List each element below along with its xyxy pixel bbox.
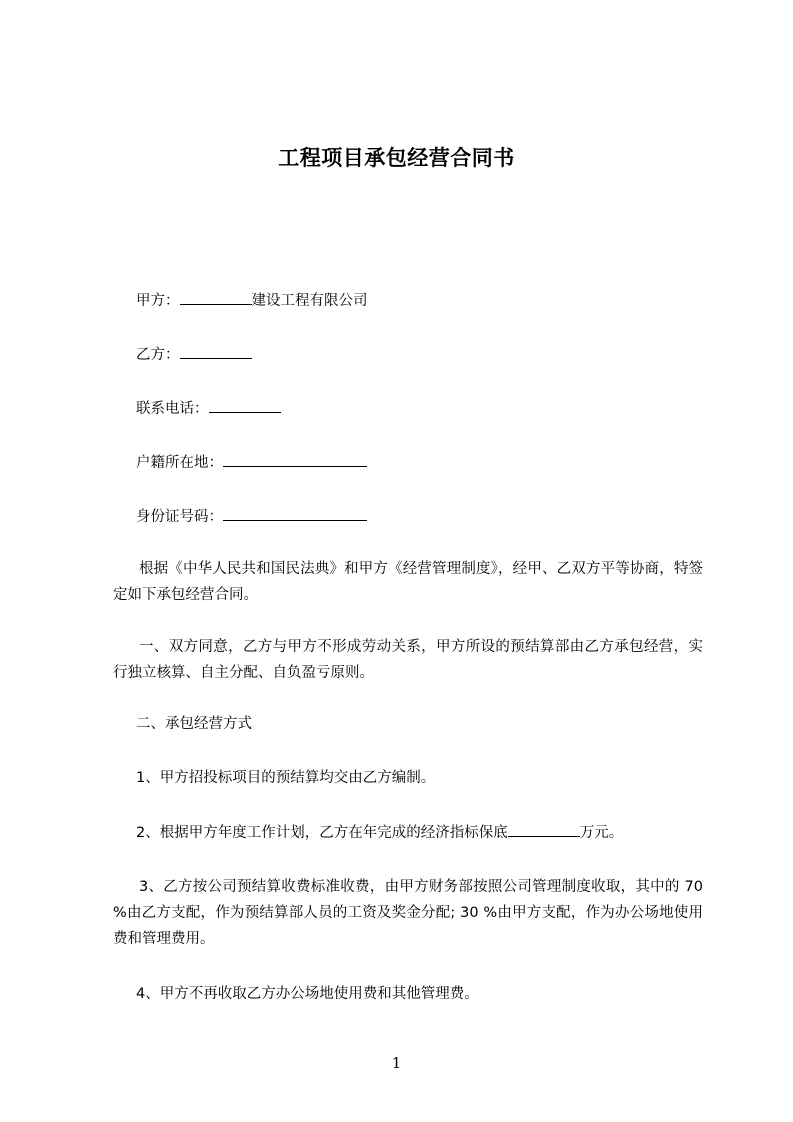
party-a-label: 甲方： xyxy=(136,293,180,309)
document-title: 工程项目承包经营合同书 xyxy=(278,146,515,170)
party-b-blank xyxy=(180,344,252,359)
item-3-paragraph: 3、乙方按公司预结算收费标准收费，由甲方财务部按照公司管理制度收取，其中的 70 %由乙方支配，作为预结算部人员的工资及奖金分配; 30 %由甲方支配，作为办公场地使用费和管理费用。 xyxy=(113,879,703,947)
party-a-suffix: 建设工程有限公司 xyxy=(251,293,368,309)
residence-blank xyxy=(223,452,367,467)
phone-label: 联系电话： xyxy=(136,401,209,417)
item-2-prefix: 2、根据甲方年度工作计划，乙方在年完成的经济指标保底 xyxy=(136,825,508,841)
clause-2-heading: 二、承包经营方式 xyxy=(136,716,252,732)
item-1: 1、甲方招投标项目的预结算均交由乙方编制。 xyxy=(136,770,436,786)
party-b-line xyxy=(136,344,252,365)
phone-blank xyxy=(209,398,281,413)
id-label: 身份证号码： xyxy=(136,509,223,525)
party-a-blank xyxy=(180,290,252,305)
clause-1-paragraph: 一、双方同意，乙方与甲方不形成劳动关系，甲方所设的预结算部由乙方承包经营，实行独立核算、自主分配、自负盈亏原则。 xyxy=(113,639,703,681)
item-2-blank xyxy=(508,822,580,837)
id-line xyxy=(136,506,367,527)
item-2-line xyxy=(136,822,623,843)
party-a-line xyxy=(136,290,368,311)
phone-line xyxy=(136,398,281,419)
intro-paragraph: 根据《中华人民共和国民法典》和甲方《经营管理制度》，经甲、乙双方平等协商，特签定如下承包经营合同。 xyxy=(113,561,703,603)
residence-line xyxy=(136,452,367,473)
id-blank xyxy=(223,506,367,521)
residence-label: 户籍所在地： xyxy=(136,455,223,471)
item-4: 4、甲方不再收取乙方办公场地使用费和其他管理费。 xyxy=(136,986,479,1002)
item-2-suffix: 万元。 xyxy=(579,825,624,841)
party-b-label: 乙方： xyxy=(136,347,180,363)
page-number: 1 xyxy=(391,1054,402,1072)
